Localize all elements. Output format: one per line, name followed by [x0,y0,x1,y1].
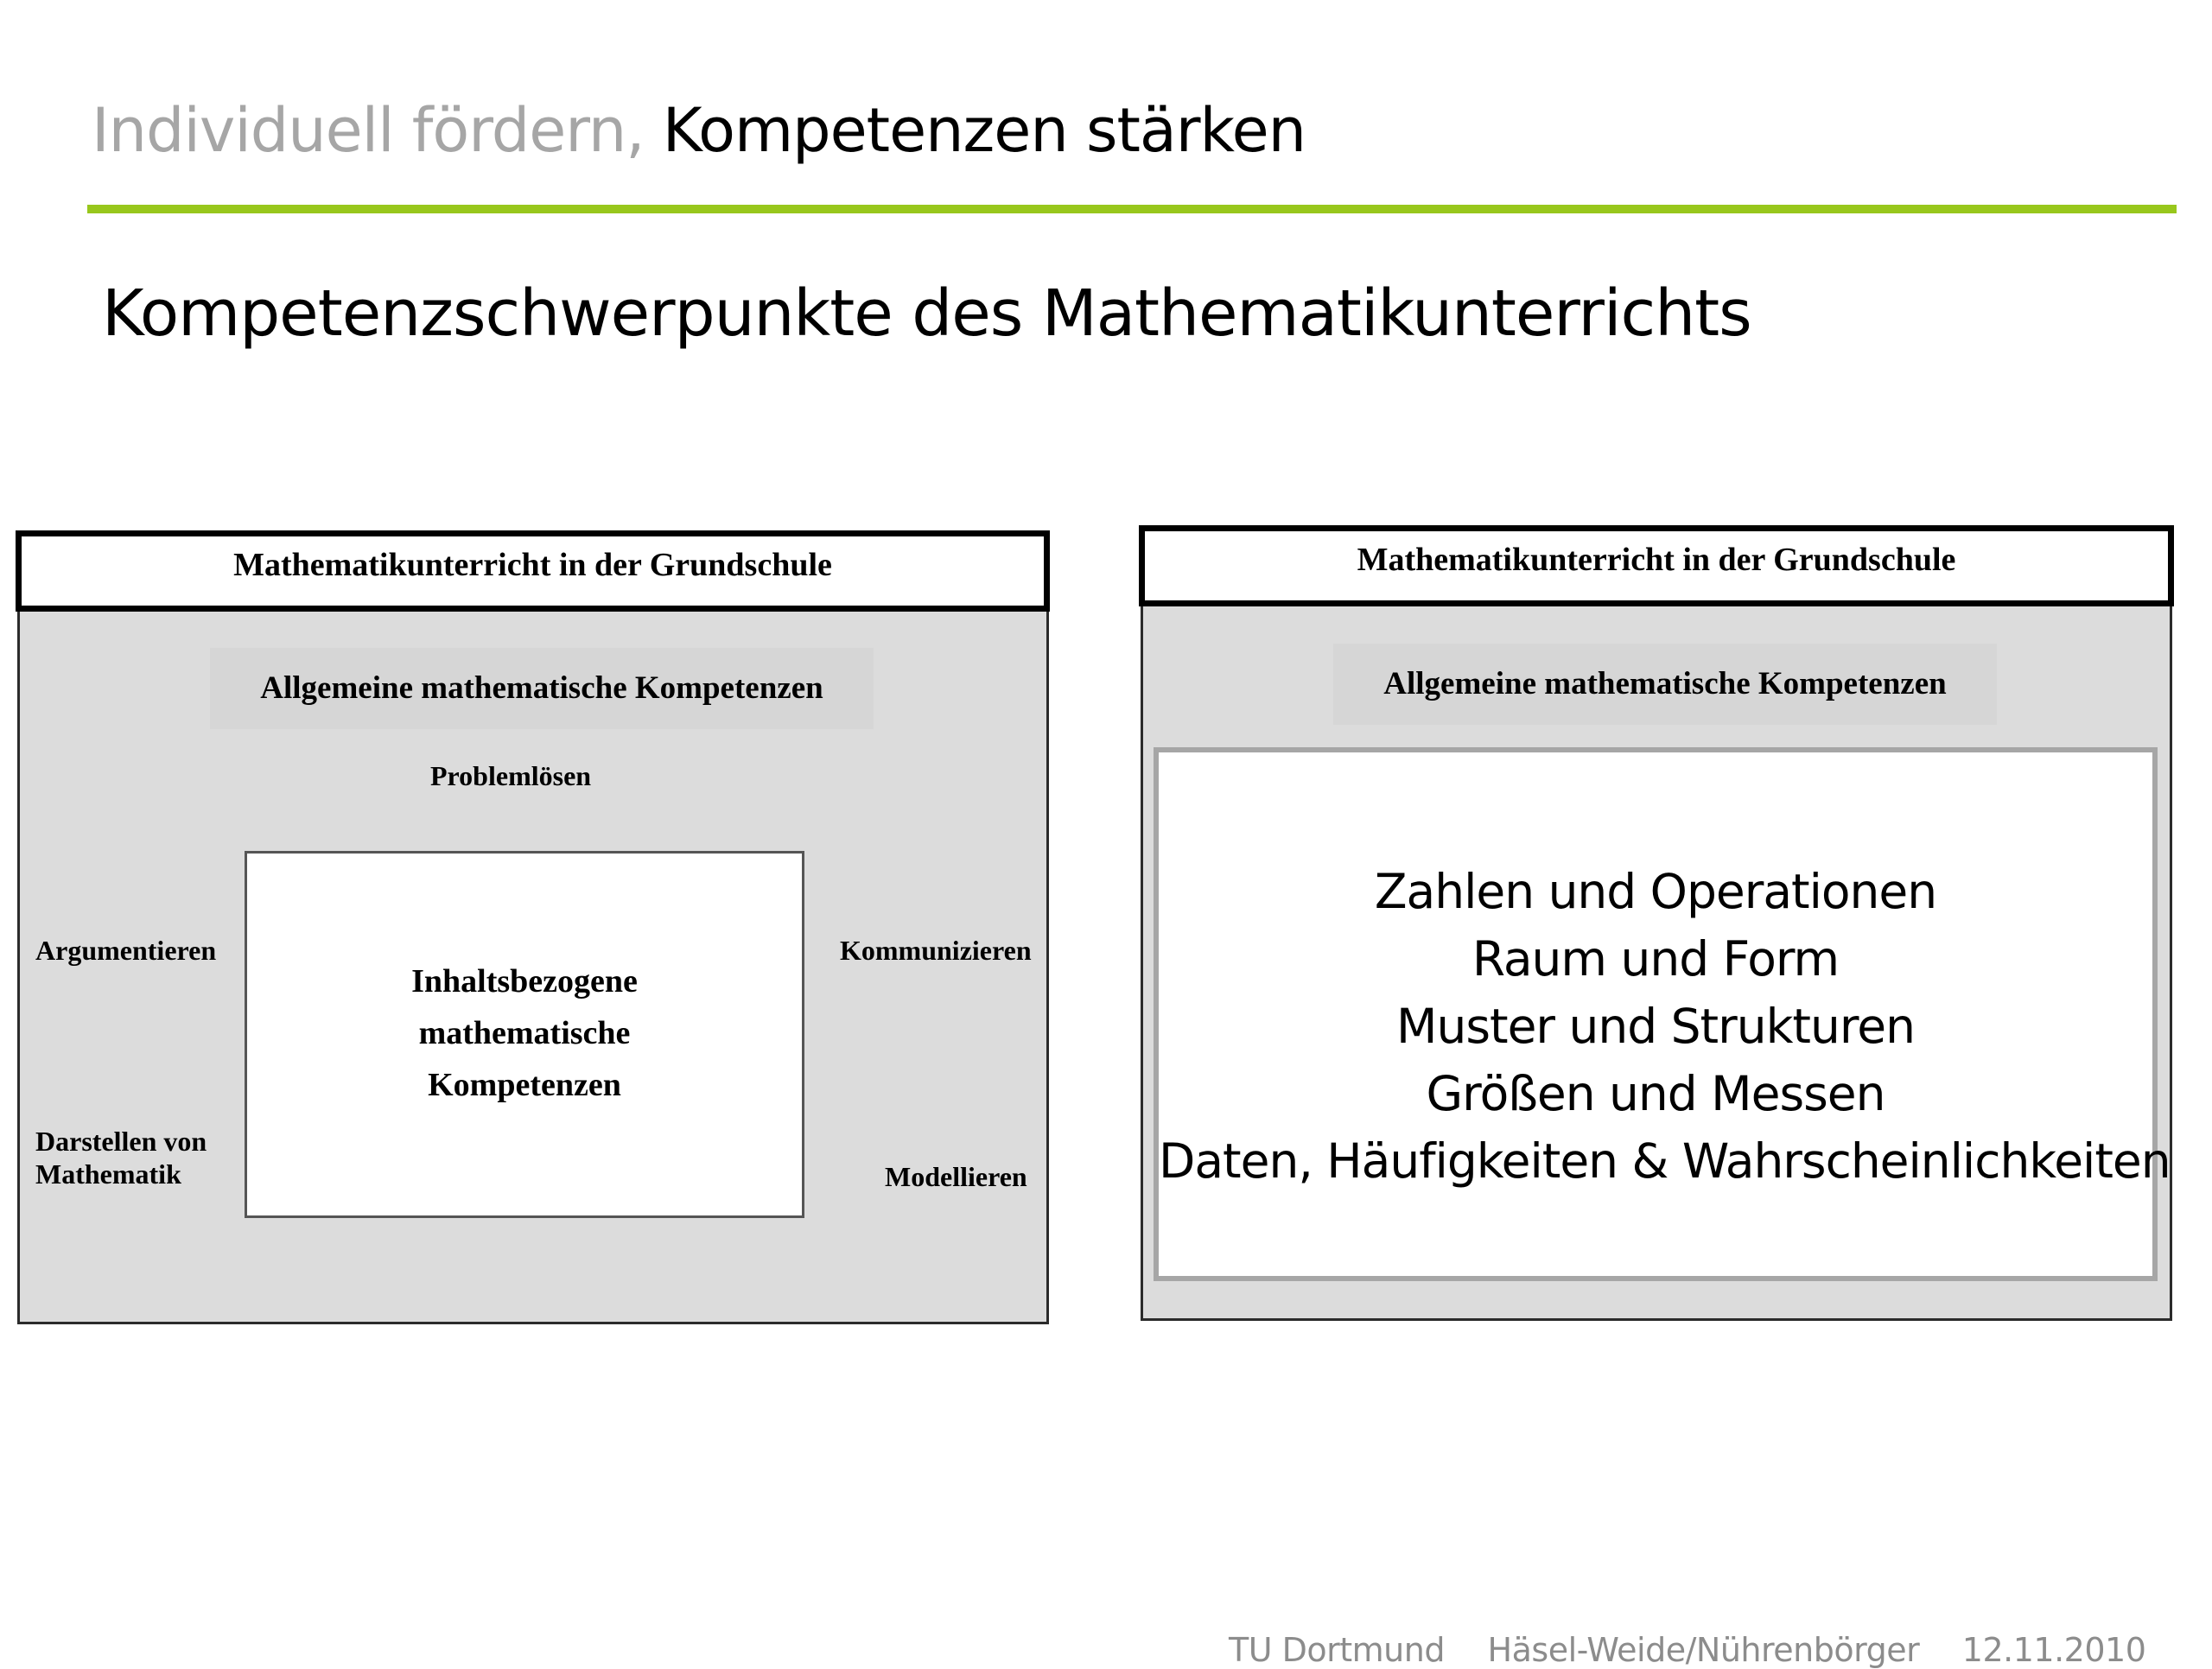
header-title-dark: Kompetenzen stärken [662,95,1306,166]
diagram-left-banner: Mathematikunterricht in der Grundschule [16,530,1050,612]
slide-title: Kompetenzschwerpunkte des Mathematikunterrichts [102,276,1751,351]
label-modellieren: Modellieren [885,1161,1027,1192]
diagram-right-general-heading: Allgemeine mathematische Kompetenzen [1333,644,1997,725]
inner-line-2: mathematische [418,1015,631,1051]
content-area-item: Raum und Form [1471,931,1840,987]
label-darstellen-line1: Darstellen von [35,1126,207,1157]
header-title-light: Individuell fördern, [92,95,645,166]
content-area-item: Muster und Strukturen [1396,999,1915,1054]
content-area-item: Größen und Messen [1426,1066,1885,1121]
label-darstellen [35,1125,260,1190]
diagram-left-inner-box [245,851,804,1218]
diagram-left-general-heading: Allgemeine mathematische Kompetenzen [210,648,874,729]
header-divider [87,205,2177,213]
content-area-item: Zahlen und Operationen [1374,864,1937,919]
inner-box-text [247,955,802,1111]
diagram-right-banner: Mathematikunterricht in der Grundschule [1139,525,2174,606]
label-kommunizieren: Kommunizieren [840,935,1032,966]
label-argumentieren: Argumentieren [35,935,217,966]
label-darstellen-line2: Mathematik [35,1158,181,1190]
footer-date: 12.11.2010 [1961,1631,2146,1669]
diagram-right-content-box [1154,747,2171,1281]
footer-authors: Häsel-Weide/Nührenbörger [1487,1631,1920,1669]
footer-institution: TU Dortmund [1229,1631,1445,1669]
inner-line-1: Inhaltsbezogene [411,963,638,999]
inner-line-3: Kompetenzen [428,1067,621,1103]
content-area-list [1159,858,2171,1195]
header-title [92,95,1306,166]
footer [1229,1631,2145,1669]
label-problemloesen: Problemlösen [430,760,592,791]
content-area-item: Daten, Häufigkeiten & Wahrscheinlichkeiten [1159,1133,2171,1189]
